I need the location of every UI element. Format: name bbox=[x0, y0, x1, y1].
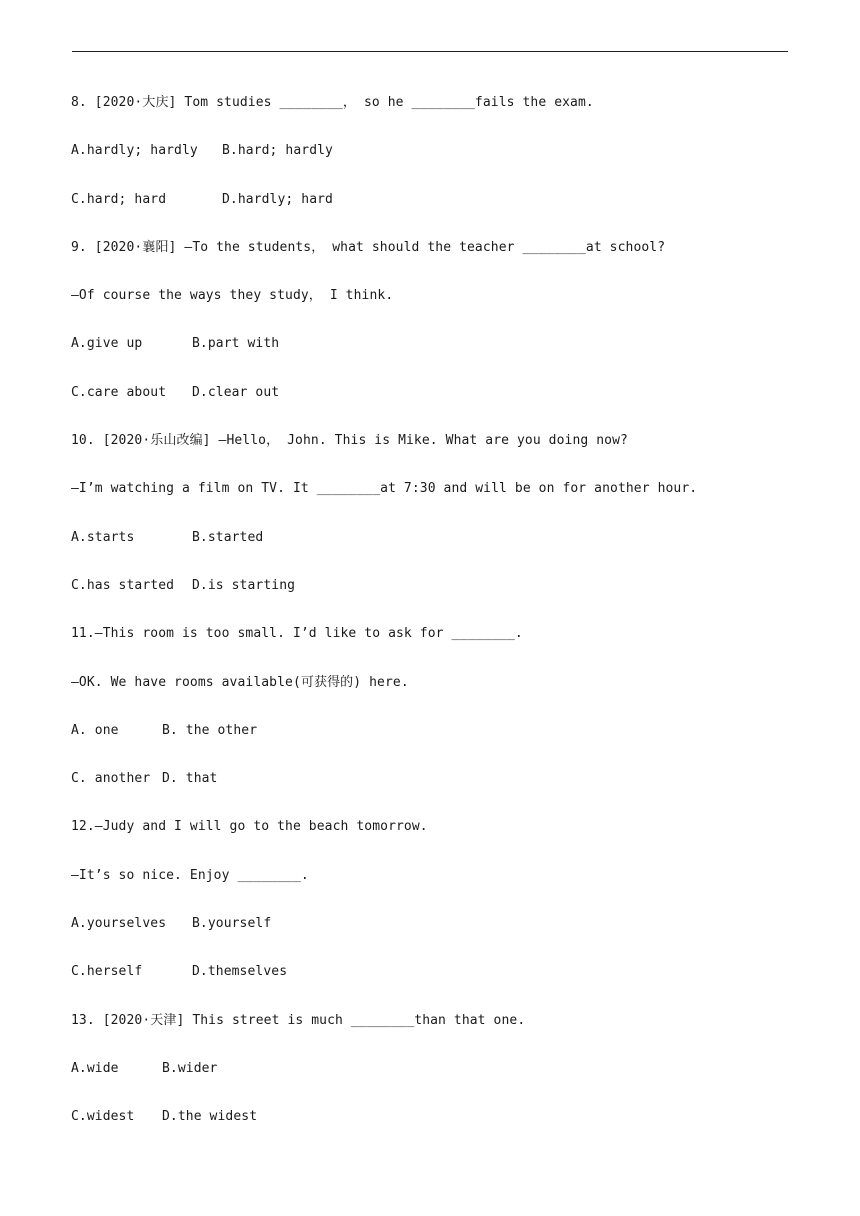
option-a: A. one bbox=[71, 722, 119, 738]
option-a: A.starts bbox=[71, 529, 135, 545]
question-9-stem: 9. [2020·襄阳] —To the students， what should the teacher ________at school? bbox=[71, 239, 666, 255]
question-13-options-row2 bbox=[71, 1102, 791, 1150]
option-c: C.herself bbox=[71, 964, 143, 980]
question-9-options-row2 bbox=[71, 378, 791, 426]
option-c: C.care about bbox=[71, 384, 167, 400]
option-b: B. the other bbox=[162, 722, 258, 738]
question-12-stem: 12.—Judy and I will go to the beach tomorrow. bbox=[71, 819, 428, 835]
question-10-options-row2 bbox=[71, 571, 791, 619]
header-rule bbox=[72, 51, 788, 52]
option-d: D.clear out bbox=[192, 384, 280, 400]
option-c: C. another bbox=[71, 771, 151, 787]
question-8-stem: 8. [2020·大庆] Tom studies ________， so he ________fails the exam. bbox=[71, 95, 594, 110]
option-a: A.give up bbox=[71, 336, 143, 352]
question-11-reply: —OK. We have rooms available(可获得的) here. bbox=[71, 674, 409, 690]
option-c: C.hard; hard bbox=[71, 191, 167, 207]
question-list bbox=[71, 88, 791, 1151]
question-11-stem: 11.—This room is too small. I’d like to ask for ________. bbox=[71, 626, 523, 642]
question-11-options-row2 bbox=[71, 764, 791, 812]
option-b: B.started bbox=[192, 529, 264, 545]
option-a: A.hardly; hardly bbox=[71, 143, 198, 159]
question-10-stem: 10. [2020·乐山改编] —Hello， John. This is Mike. What are you doing now? bbox=[71, 433, 628, 449]
question-8-options-row2 bbox=[71, 185, 791, 233]
question-8-options-row1 bbox=[71, 136, 791, 184]
option-d: D. that bbox=[162, 771, 218, 787]
question-12-reply: —It’s so nice. Enjoy ________. bbox=[71, 867, 309, 883]
question-11-options-row1 bbox=[71, 716, 791, 764]
question-10-options-row1 bbox=[71, 523, 791, 571]
option-c: C.has started bbox=[71, 577, 175, 593]
option-b: B.wider bbox=[162, 1060, 218, 1076]
question-12-options-row1 bbox=[71, 909, 791, 957]
option-b: B.part with bbox=[192, 336, 280, 352]
option-b: B.yourself bbox=[192, 916, 272, 932]
question-9-reply: —Of course the ways they study， I think. bbox=[71, 288, 394, 304]
question-9-options-row1 bbox=[71, 329, 791, 377]
option-a: A.wide bbox=[71, 1060, 119, 1076]
question-12-options-row2 bbox=[71, 957, 791, 1005]
option-d: D.is starting bbox=[192, 577, 296, 593]
question-13-options-row1 bbox=[71, 1054, 791, 1102]
option-d: D.hardly; hard bbox=[222, 191, 333, 207]
option-d: D.themselves bbox=[192, 964, 288, 980]
question-10-reply: —I’m watching a film on TV. It ________at 7:30 and will be on for another hour. bbox=[71, 481, 698, 497]
option-c: C.widest bbox=[71, 1109, 135, 1125]
option-d: D.the widest bbox=[162, 1109, 258, 1125]
question-13-stem: 13. [2020·天津] This street is much ________than that one. bbox=[71, 1012, 526, 1028]
option-b: B.hard; hardly bbox=[222, 143, 333, 159]
option-a: A.yourselves bbox=[71, 916, 167, 932]
